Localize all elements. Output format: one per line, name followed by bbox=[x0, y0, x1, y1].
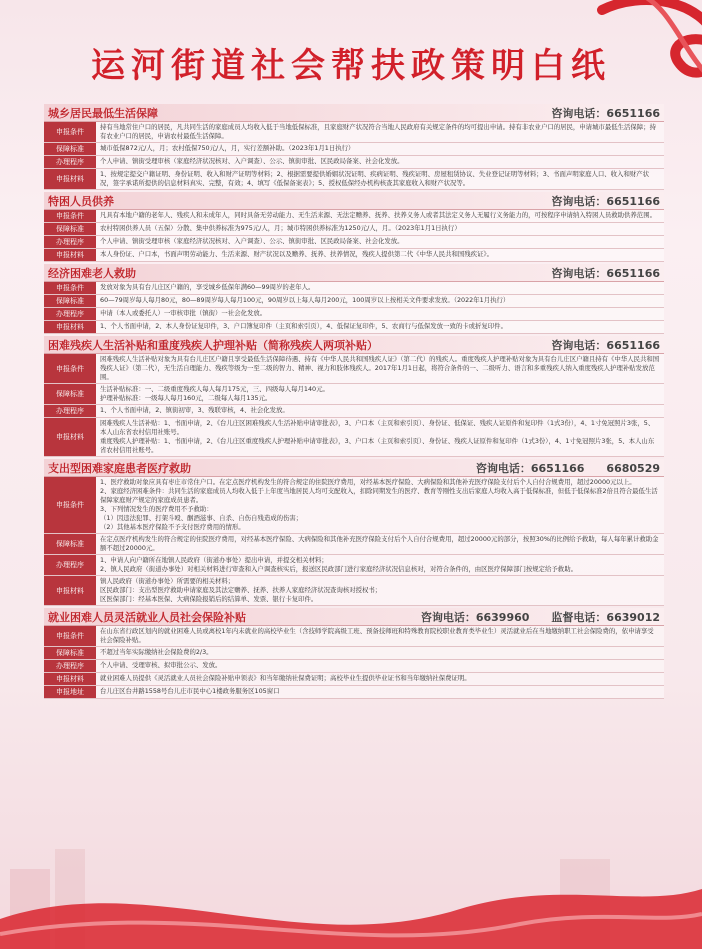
row-text-line: 困难残疾人生活补贴对象为具有台儿庄区户籍且享受最低生活保障待遇、持有《中华人民共和国残疾人证》（第二代）的残疾人。重度残疾人护理补贴对象为具有台儿庄区户籍且持有《中华人民共和国残疾人证》（第二代），无生活自理能力、残疾等级为一至二级的智力、精神、视力和肢体残疾人。2017年1月1日起，将符合条件的一、二级听力、语言和多重残疾人纳入重度残疾人护理补贴发放范围。 bbox=[100, 355, 660, 381]
row-content bbox=[96, 223, 664, 235]
row-label: 申报材料 bbox=[44, 576, 96, 605]
section-title: 困难残疾人生活补贴和重度残疾人护理补贴（简称残疾人两项补贴） bbox=[48, 338, 378, 352]
row-label: 申报材料 bbox=[44, 169, 96, 189]
consult-phone: 咨询电话：6651166 bbox=[551, 338, 660, 352]
row-text-line: 凡具有本地户籍的老年人、残疾人和未成年人，同时具备无劳动能力、无生活来源、无法定赡养、抚养、扶养义务人或者其法定义务人无履行义务能力的，可按程序申请纳入特困人员救助供养范围。 bbox=[100, 211, 656, 219]
row-label: 申报条件 bbox=[44, 282, 96, 294]
policy-row bbox=[44, 156, 664, 169]
row-text-line: （2）其他基本医疗保险不予支付医疗费用的情形。 bbox=[100, 523, 245, 531]
row-text-line: 在山东省行政区划内的就业困难人员或离校1年内未就业的高校毕业生（含技师学院高级工班、预备技师班和特殊教育院校职业教育类毕业生）灵活就业后在当地缴纳职工社会保险费的，依申请享受社会保险补贴。 bbox=[100, 627, 654, 644]
policy-row bbox=[44, 576, 664, 606]
row-text-line: 区民政部门：支出型医疗救助申请家庭及其法定赡养、抚养、扶养人家庭经济状况查询核对授权书； bbox=[100, 586, 382, 594]
row-label: 申报地址 bbox=[44, 686, 96, 698]
row-text-line: 台儿庄区台井路1558号台儿庄市民中心1楼政务服务区105窗口 bbox=[100, 687, 280, 695]
row-text-line: 区医保部门：经基本医保、大病保险报销后的结算单、发票、银行卡复印件。 bbox=[100, 595, 318, 603]
policy-row bbox=[44, 673, 664, 686]
row-label: 办理程序 bbox=[44, 405, 96, 417]
row-content bbox=[96, 249, 664, 261]
section-header bbox=[44, 459, 664, 477]
row-text-line: 1、按规定提交户籍证明、身份证明、收入和财产证明等材料；2、根据需要提供婚姻状况证明、疾病证明、残疾证明、房屋租赁协议、失业登记证明等材料；3、书面声明家庭人口、收入和财产状况，签字承诺所提供的信息材料真实、完整，有效；4、填写《低保备案表》；5、授权低保经办机构核查其家庭收入和财产状况等。 bbox=[100, 170, 650, 187]
section-header bbox=[44, 104, 664, 122]
row-text-line: 1、个人书面申请，2、本人身份证复印件，3、户口簿复印件（主页和索引页），4、低保证复印件，5、农商行与低保发放一致的卡或折复印件。 bbox=[100, 322, 507, 330]
row-label: 保障标准 bbox=[44, 295, 96, 307]
consult-phone: 咨询电话：6651166 6680529 bbox=[475, 461, 660, 475]
policy-row bbox=[44, 418, 664, 457]
row-label: 申报材料 bbox=[44, 418, 96, 456]
row-content bbox=[96, 686, 664, 698]
section-title: 支出型困难家庭患者医疗救助 bbox=[48, 461, 191, 475]
policy-row bbox=[44, 122, 664, 143]
row-content bbox=[96, 477, 664, 533]
row-label: 申报条件 bbox=[44, 122, 96, 142]
policy-row bbox=[44, 321, 664, 334]
row-text-line: 生活补贴标准：一、二级重度残疾人每人每月175元，三、四级每人每月140元。 bbox=[100, 385, 329, 393]
policy-row bbox=[44, 169, 664, 190]
row-label: 办理程序 bbox=[44, 555, 96, 575]
row-label: 办理程序 bbox=[44, 156, 96, 168]
row-text-line: 在定点医疗机构发生的符合规定的住院医疗费用，对经基本医疗保险、大病保险和其他补充医疗保险支付后个人自付合规费用，超过20000元的部分，按照30%的比例给予救助，每人每年累计救助金额不超过20000元。 bbox=[100, 535, 659, 552]
row-text-line: 个人申请、镇街受理审核（家庭经济状况核对、入户调查）、公示、镇街审批、区民政局备案、社会化发放。 bbox=[100, 157, 404, 165]
row-content bbox=[96, 555, 664, 575]
row-text-line: 重度残疾人护理补贴：1、书面申请，2、《台儿庄区重度残疾人护理补贴申请审批表》，3、户口本（主页和索引页）、身份证、残疾人证原件和复印件（1式3份），4、1寸免冠照片3张，5、本人山东省农村信用社账号。 bbox=[100, 437, 655, 454]
row-label: 办理程序 bbox=[44, 308, 96, 320]
row-content bbox=[96, 143, 664, 155]
row-content bbox=[96, 384, 664, 404]
ribbon-decoration-bottom bbox=[0, 809, 702, 949]
row-content bbox=[96, 673, 664, 685]
row-content bbox=[96, 405, 664, 417]
row-text-line: 个人申请、受理审核、拟审批公示、发放。 bbox=[100, 661, 222, 669]
row-content bbox=[96, 308, 664, 320]
policy-row bbox=[44, 626, 664, 647]
policy-row bbox=[44, 384, 664, 405]
row-text-line: 2、家庭经济困难条件：共同生活的家庭成员人均收入低于上年度当地居民人均可支配收入，扣除同期发生的医疗、教育等刚性支出后家庭人均收入高于低保标准，但低于低保标准2倍且符合最低生活保障家庭财产规定的家庭成员患者。 bbox=[100, 487, 658, 504]
row-label: 申报材料 bbox=[44, 249, 96, 261]
row-text-line: 60—79周岁每人每月80元，80—89周岁每人每月100元，90周岁以上每人每月200元，100周岁以上按相关文件要求发放。（2022年1月执行） bbox=[100, 296, 510, 304]
row-label: 保障标准 bbox=[44, 534, 96, 554]
row-text-line: 本人身份证、户口本，书面声明劳动能力、生活来源、财产状况以及赡养、抚养、扶养情况，残疾人提供第二代《中华人民共和国残疾证》。 bbox=[100, 250, 494, 258]
row-text-line: 镇人民政府（街道办事处）所需要的相关材料； bbox=[100, 577, 235, 585]
row-content bbox=[96, 418, 664, 456]
row-text-line: 发放对象为具有台儿庄区户籍的，享受城乡低保年满60—99周岁的老年人。 bbox=[100, 283, 315, 291]
row-content bbox=[96, 122, 664, 142]
row-text-line: 2、镇人民政府（街道办事处）对相关材料进行审查和入户调查核实后，报送区民政部门进行家庭经济状况信息核对，对符合条件的，由区医疗保障部门按规定给予救助。 bbox=[100, 565, 577, 573]
row-label: 申报条件 bbox=[44, 477, 96, 533]
row-content bbox=[96, 156, 664, 168]
row-text-line: 1、个人书面申请，2、镇街初审，3、残联审核，4、社会化发放。 bbox=[100, 406, 289, 414]
row-text-line: （1）因违法犯罪、打架斗殴、酗酒滋事、自杀、自伤自残造成的伤害； bbox=[100, 514, 303, 522]
row-label: 保障标准 bbox=[44, 384, 96, 404]
row-label: 申报材料 bbox=[44, 673, 96, 685]
policy-row bbox=[44, 143, 664, 156]
section-title: 特困人员供养 bbox=[48, 194, 114, 208]
row-text-line: 个人申请、镇街受理审核（家庭经济状况核对、入户调查）、公示、镇街审批、区民政局备案、社会化发放。 bbox=[100, 237, 404, 245]
row-content bbox=[96, 210, 664, 222]
row-label: 办理程序 bbox=[44, 236, 96, 248]
policy-table bbox=[44, 102, 664, 699]
policy-row bbox=[44, 534, 664, 555]
section-header bbox=[44, 608, 664, 626]
row-text-line: 护理补贴标准：一级每人每月160元，二级每人每月135元。 bbox=[100, 394, 272, 402]
row-text-line: 就业困难人员提供《灵活就业人员社会保险补贴申领表》和当年缴纳社保费证明；高校毕业生提供毕业证书和当年缴纳社保费证明。 bbox=[100, 674, 471, 682]
row-content bbox=[96, 626, 664, 646]
row-content bbox=[96, 236, 664, 248]
row-text-line: 持有当地常住户口的居民，凡共同生活的家庭成员人均收入低于当地低保标准，且家庭财产状况符合当地人民政府有关规定条件的均可提出申请。持有非农业户口的居民，申请城市最低生活保障；持有农业户口的居民，申请农村最低生活保障。 bbox=[100, 123, 656, 140]
consult-phone: 咨询电话：6651166 bbox=[551, 266, 660, 280]
section-title: 城乡居民最低生活保障 bbox=[48, 106, 158, 120]
policy-row bbox=[44, 295, 664, 308]
policy-row bbox=[44, 249, 664, 262]
policy-row bbox=[44, 555, 664, 576]
row-label: 申报条件 bbox=[44, 210, 96, 222]
policy-row bbox=[44, 647, 664, 660]
policy-row bbox=[44, 405, 664, 418]
row-content bbox=[96, 576, 664, 605]
row-text-line: 农村特困供养人员（五保）分散、集中供养标准为975元/人，月；城市特困供养标准为1250元/人，月。（2023年1月1日执行） bbox=[100, 224, 461, 232]
policy-row bbox=[44, 210, 664, 223]
consult-phone: 咨询电话：6651166 bbox=[551, 106, 660, 120]
policy-row bbox=[44, 354, 664, 384]
section-header bbox=[44, 192, 664, 210]
policy-row bbox=[44, 308, 664, 321]
row-label: 申报条件 bbox=[44, 354, 96, 383]
row-label: 申报条件 bbox=[44, 626, 96, 646]
row-text-line: 不超过当年实际缴纳社会保险费的2/3。 bbox=[100, 648, 213, 656]
row-text-line: 3、下列情况发生的医疗费用不予救助： bbox=[100, 505, 213, 513]
row-label: 申报材料 bbox=[44, 321, 96, 333]
row-text-line: 城市低保872元/人，月；农村低保750元/人，月，实行差额补助。（2023年1月1日执行） bbox=[100, 144, 355, 152]
consult-phone: 咨询电话：6639960 监督电话：6639012 bbox=[420, 610, 660, 624]
row-content bbox=[96, 354, 664, 383]
row-label: 办理程序 bbox=[44, 660, 96, 672]
consult-phone: 咨询电话：6651166 bbox=[551, 194, 660, 208]
section-title: 就业困难人员灵活就业人员社会保险补贴 bbox=[48, 610, 246, 624]
row-content bbox=[96, 282, 664, 294]
policy-row bbox=[44, 223, 664, 236]
section-header bbox=[44, 336, 664, 354]
policy-row bbox=[44, 686, 664, 699]
row-label: 保障标准 bbox=[44, 223, 96, 235]
row-text-line: 申请（本人或委托人）一审核审批（镇街）一社会化发放。 bbox=[100, 309, 267, 317]
row-text-line: 1、申请人向户籍所在地镇人民政府（街道办事处）提出申请，并提交相关材料； bbox=[100, 556, 328, 564]
policy-row bbox=[44, 282, 664, 295]
row-text-line: 困难残疾人生活补贴：1、书面申请，2、《台儿庄区困难残疾人生活补贴申请审批表》，3、户口本（主页和索引页）、身份证、低保证、残疾人证原件和复印件（1式3份），4、1寸免冠照片3张，5、本人山东省农村信用社账号。 bbox=[100, 419, 655, 436]
row-content bbox=[96, 534, 664, 554]
section-title: 经济困难老人救助 bbox=[48, 266, 136, 280]
row-content bbox=[96, 295, 664, 307]
row-content bbox=[96, 169, 664, 189]
row-label: 保障标准 bbox=[44, 143, 96, 155]
row-content bbox=[96, 647, 664, 659]
policy-row bbox=[44, 477, 664, 534]
row-label: 保障标准 bbox=[44, 647, 96, 659]
policy-row bbox=[44, 660, 664, 673]
section-header bbox=[44, 264, 664, 282]
policy-row bbox=[44, 236, 664, 249]
row-text-line: 1、医疗救助对象应具有枣庄市常住户口。在定点医疗机构发生的符合规定的住院医疗费用，对经基本医疗保险、大病保险和其他补充医疗保险支付后个人自付合规费用，超过20000元以上。 bbox=[100, 478, 636, 486]
row-content bbox=[96, 321, 664, 333]
page-title: 运河街道社会帮扶政策明白纸 bbox=[91, 46, 611, 86]
row-content bbox=[96, 660, 664, 672]
